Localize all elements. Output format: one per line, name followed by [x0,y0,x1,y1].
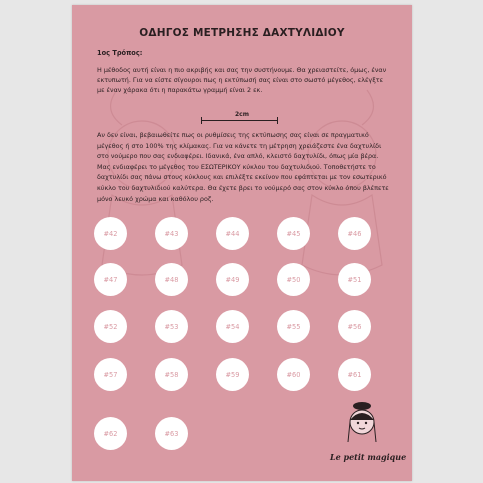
size-circle: #56 [338,310,371,343]
size-circle: #58 [155,358,188,391]
page-title: ΟΔΗΓΟΣ ΜΕΤΡΗΣΗΣ ΔΑΧΤΥΛΙΔΙΟΥ [139,27,345,39]
size-circle: #54 [216,310,249,343]
size-circle: #61 [338,358,371,391]
size-circle: #42 [94,217,127,250]
method-label: 1ος Τρόπος: [97,49,143,57]
size-circle: #43 [155,217,188,250]
ruler-label: 2cm [235,111,249,118]
size-circle: #49 [216,263,249,296]
brand-name: Le petit magique [330,452,407,462]
size-circle: #51 [338,263,371,296]
size-circle: #53 [155,310,188,343]
size-circle: #50 [277,263,310,296]
size-circle: #63 [155,417,188,450]
size-circle: #46 [338,217,371,250]
instructions-paragraph: Αν δεν είναι, βεβαιωθείτε πως οι ρυθμίσεις της εκτύπωσης σας είναι σε πραγματικό μέγεθος ή στο 100% της κλίμακας. Για να κάνετε τη μέτρηση χρειάζεστε ένα δαχτυλίδι στο νούμερο που σας ενδιαφέρει. Ιδανικά, ένα απλό, κλειστό δαχτυλίδι, όπως μία βέρα. Μας ενδιαφέρει το μέγεθος του ΕΣΩΤΕΡΙΚΟΥ κύκλου του δαχτυλιδιού. Τοποθετήστε το δαχτυλίδι σας πάνω στους κύκλους και επιλέξτε εκείνον που εφάπτεται με τον εσωτερικό κύκλο του δαχτυλιδιού καλύτερα. Θα έχετε βρει το νούμερό σας στον κύκλο όπου βλέπετε μόνο λευκό χρώμα και καθόλου ροζ. [97,131,389,203]
intro-paragraph: Η μέθοδος αυτή είναι η πιο ακριβής και σας την συστήνουμε. Θα χρειαστείτε, όμως, έναν εκτυπωτή. Για να είστε σίγουροι πως η εκτύπωσή σας είναι στο σωστό μέγεθος, ελέγξτε με έναν χάρακα ότι η παρακάτω γραμμή είναι 2 εκ. [97,66,387,94]
size-circle: #62 [94,417,127,450]
size-circle: #45 [277,217,310,250]
size-circle: #48 [155,263,188,296]
ruler-line [201,120,278,121]
ring-guide-sheet [72,5,412,481]
size-circle: #44 [216,217,249,250]
size-circle: #55 [277,310,310,343]
size-circle: #52 [94,310,127,343]
girl-logo-icon [342,398,382,448]
size-circle: #60 [277,358,310,391]
size-circle: #57 [94,358,127,391]
size-circle: #59 [216,358,249,391]
size-circle: #47 [94,263,127,296]
